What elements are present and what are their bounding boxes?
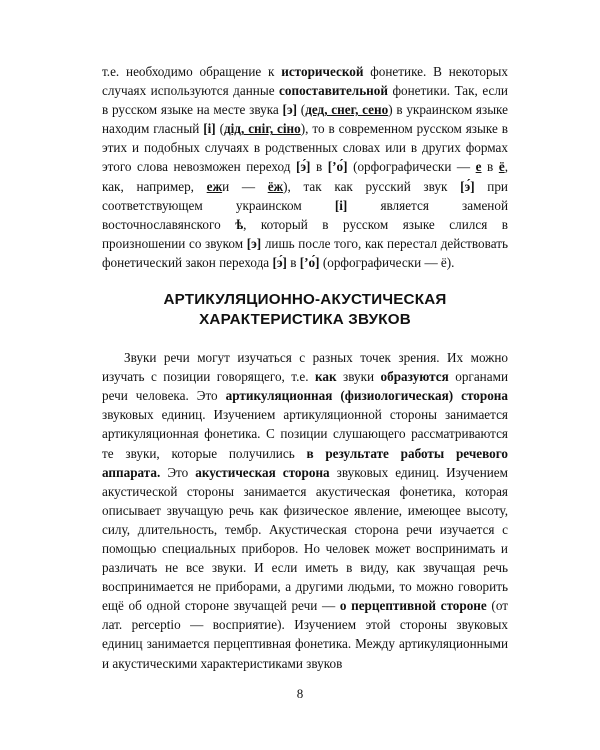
term-result-of-apparatus: в результате работы речевого аппарата. [102, 445, 508, 480]
text-run: (орфографически — ё). [319, 254, 455, 270]
sound-stressed-o: [’о́] [299, 254, 320, 270]
text-run: звуки [336, 369, 381, 385]
sound-stressed-e: [э́] [272, 254, 287, 270]
paragraph-historical-phonetics [102, 62, 508, 272]
sound-stressed-o: [’о́] [327, 159, 348, 175]
term-perceptive-side: о перцептивной стороне [339, 598, 487, 614]
ukrainian-examples: дід, сніг, сіно [223, 121, 301, 137]
example-yozh: ёж [267, 178, 284, 194]
sound-i: [і] [203, 121, 216, 137]
text-run: , как, например, [102, 159, 508, 194]
section-heading [102, 290, 508, 330]
text-run: ), то в современном русском языке в этих и подобных случаях в родственных словах или в других формах этого слова невозможен переход [102, 121, 508, 175]
text-run: фонетике. В некоторых случаях используются данные [102, 64, 508, 99]
text-run: звуковых единиц. Изучением артикуляционной стороны занимается артикуляционная фонетика. С позиции слушающего рассматриваются те звуки, которые получились [102, 407, 508, 461]
text-run: в [481, 159, 499, 175]
sound-e: [э] [282, 102, 298, 118]
text-run: ), так как русский звук [283, 178, 461, 194]
text-run: ) в украинском языке находим гласный [102, 102, 508, 137]
sound-stressed-e: [э́] [460, 178, 475, 194]
text-run: ( [297, 102, 306, 118]
text-run: т.е. необходимо обращение к [102, 64, 282, 79]
text-run: в [310, 159, 328, 175]
russian-examples: дед, снег, сено [305, 102, 389, 118]
text-run: ( [215, 121, 224, 137]
term-comparative: сопоставительной [279, 83, 388, 99]
term-acoustic-side: акустическая сторона [195, 464, 330, 480]
letter-yat: ѣ [235, 216, 244, 232]
paragraph-articulatory-acoustic [102, 348, 508, 673]
text-run: лишь после того, как перестал действовать фонетический закон перехода [102, 235, 508, 270]
sound-stressed-e: [э́] [295, 159, 311, 175]
letter-yo: ё [498, 159, 505, 175]
sound-e: [э] [246, 235, 262, 251]
sound-i: [і] [334, 197, 348, 213]
text-run: Звуки речи могут изучаться с разных точек зрения. Их можно изучать с позиции говорящего, т.е. [102, 350, 508, 385]
text-run: в [286, 254, 300, 270]
text-run: является заменой восточнославянского [102, 197, 509, 232]
page-number: 8 [296, 686, 304, 701]
term-formed: образуются [380, 369, 449, 385]
page-content [102, 62, 508, 673]
section-heading-line-2: ХАРАКТЕРИСТИКА ЗВУКОВ [199, 311, 411, 329]
term-how: как [314, 369, 337, 385]
text-run: при соответствующем украинском [102, 178, 508, 213]
section-heading-line-1: АРТИКУЛЯЦИОННО-АКУСТИЧЕСКАЯ [163, 291, 447, 309]
text-run: звуковых единиц. Изучением акустической стороны занимается акустическая фонетика, которая описывает звучащую речь как физическое явление, имеющее высоту, силу, длительность, тембр. Акустическая сторона речи изучается с помощью специальных приборов. Но человек может воспринимать и различать не все звуки. И если иметь в виду, как звучащая речь воспринимается не приборами, а другими людьми, то можно говорить ещё об одной стороне звучащей речи — [102, 464, 509, 614]
text-run: органами речи человека. Это [102, 369, 508, 404]
text-run: Это [160, 464, 196, 480]
text-run: и — [222, 178, 268, 194]
term-articulatory-side: артикуляционная (физиологическая) сторона [225, 388, 508, 404]
text-run: фонетики. Так, если в русском языке на месте звука [102, 83, 508, 118]
text-run: , который в русском языке слился в произношении со звуком [102, 216, 508, 251]
text-run: (орфографически — [347, 159, 476, 175]
example-ezhi: еж [206, 178, 223, 194]
term-historical: исторической [281, 64, 364, 79]
text-run: (от лат. perceptio — восприятие). Изучением этой стороны звуковых единиц занимается перцептивная фонетика. Между артикуляционными и акустическими характеристиками звуков [102, 598, 509, 671]
letter-e: е [475, 159, 482, 175]
